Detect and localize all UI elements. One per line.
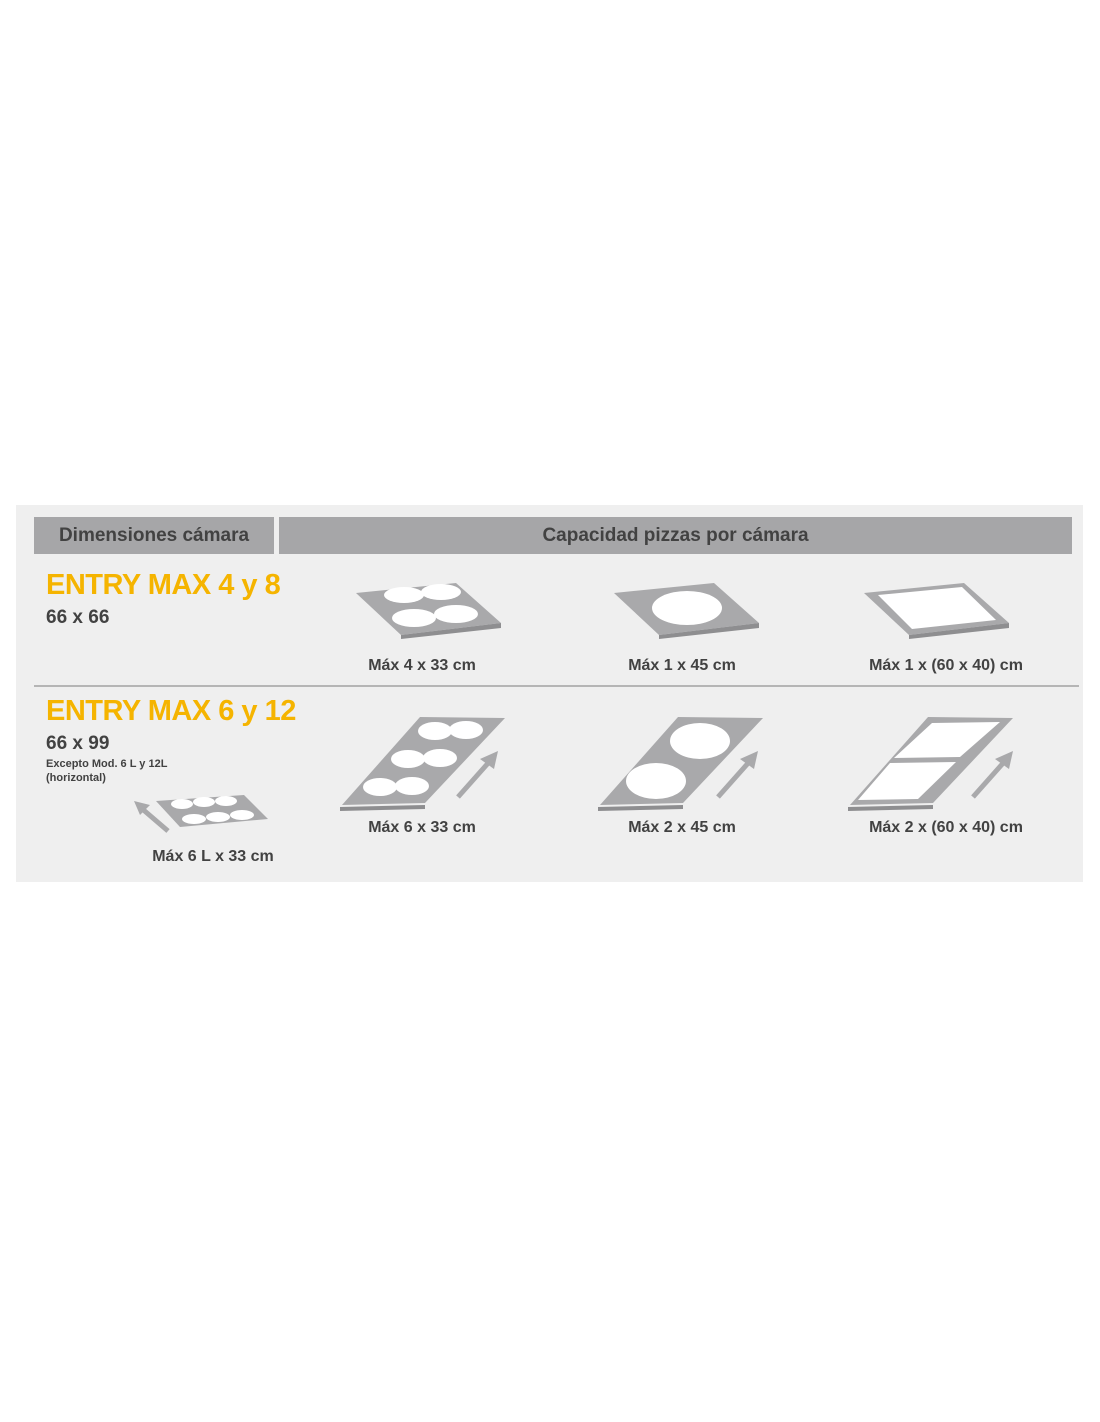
capacity-row2-col1: Máx 6 x 33 cm xyxy=(368,819,476,836)
dimensions-row1: 66 x 66 xyxy=(46,607,110,628)
capacity-row2-col3: Máx 2 x (60 x 40) cm xyxy=(869,819,1023,836)
header-dimensions: Dimensiones cámara xyxy=(34,517,274,554)
row-divider xyxy=(34,685,1079,687)
arrow-icon xyxy=(456,751,501,799)
arrow-icon xyxy=(716,751,761,799)
tray-rect-icon xyxy=(864,583,1014,638)
note-line1: Excepto Mod. 6 L y 12L xyxy=(46,758,168,770)
arrow-icon xyxy=(971,751,1016,799)
capacity-row1-col3: Máx 1 x (60 x 40) cm xyxy=(869,657,1023,674)
capacity-row2-extra: Máx 6 L x 33 cm xyxy=(152,848,274,865)
capacity-row2-col2: Máx 2 x 45 cm xyxy=(628,819,736,836)
tray-4-pizzas-icon xyxy=(356,583,506,638)
capacity-table xyxy=(16,505,1083,882)
header-capacity: Capacidad pizzas por cámara xyxy=(279,517,1072,554)
tray-6l-horizontal-icon xyxy=(134,793,274,838)
model-title-row2: ENTRY MAX 6 y 12 xyxy=(46,695,296,727)
dimensions-row2: 66 x 99 xyxy=(46,733,110,754)
tray-1-pizza-icon xyxy=(614,583,764,638)
note-line2: (horizontal) xyxy=(46,772,106,784)
model-title-row1: ENTRY MAX 4 y 8 xyxy=(46,569,281,601)
capacity-row1-col1: Máx 4 x 33 cm xyxy=(368,657,476,674)
capacity-row1-col2: Máx 1 x 45 cm xyxy=(628,657,736,674)
